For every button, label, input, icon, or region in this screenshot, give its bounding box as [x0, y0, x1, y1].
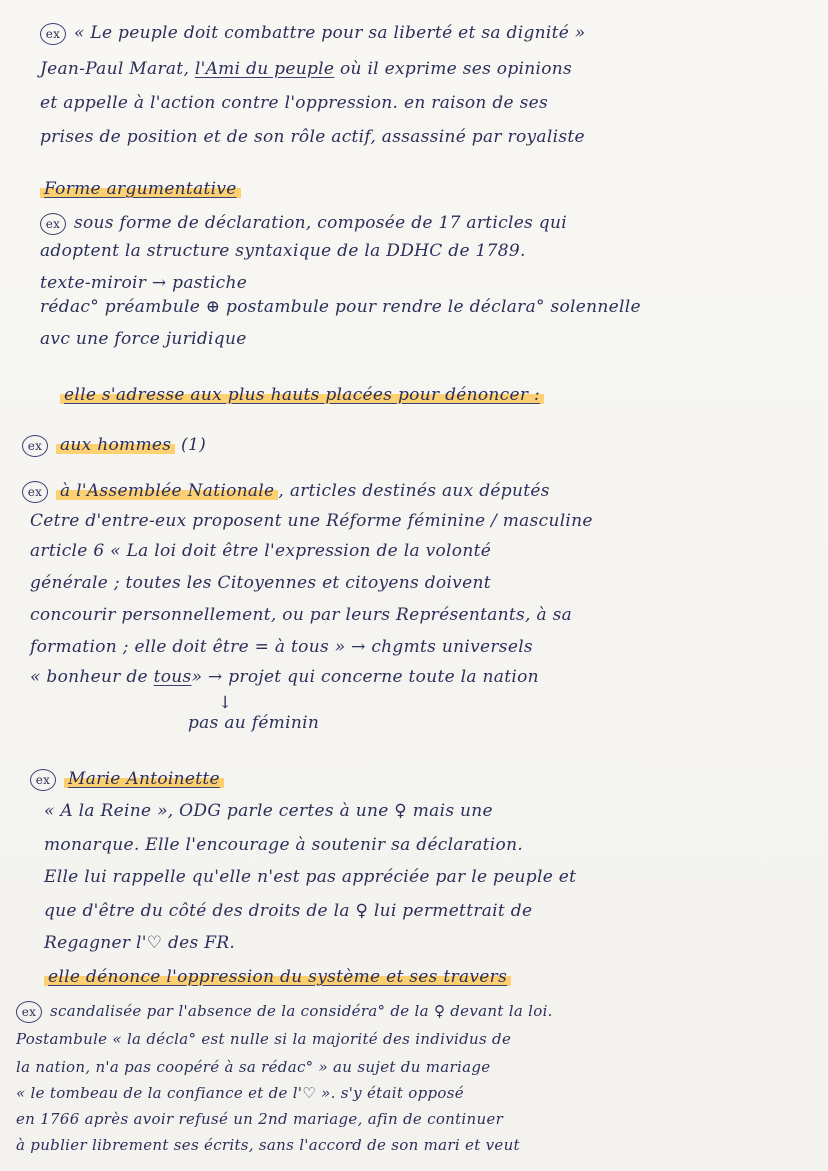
block1-line4: prises de position et de son rôle actif, assassiné par royaliste — [40, 127, 585, 147]
forme-line3: texte-miroir → pastiche — [40, 273, 248, 293]
forme-heading: Forme argumentative — [40, 178, 808, 200]
ex-marker: ex — [22, 435, 48, 457]
reine-line4: que d'être du côté des droits de la ♀ lui permettrait de — [44, 901, 533, 921]
down-arrow: ↓ — [218, 693, 233, 713]
ex-marker: ex — [40, 23, 66, 45]
reine-line2: monarque. Elle l'encourage à soutenir sa déclaration. — [44, 835, 524, 855]
ex-marker: ex — [30, 769, 56, 791]
adresse-line4: concourir personnellement, ou par leurs Représentants, à sa — [30, 605, 573, 625]
block1-line2: Jean-Paul Marat, l'Ami du peuple où il exprime ses opinions — [40, 59, 573, 79]
ex-marker: ex — [40, 213, 66, 235]
adresse-assemblee: ex à l'Assemblée Nationale , articles destinés aux députés — [22, 480, 808, 503]
systeme-line3: la nation, n'a pas coopéré à sa rédac° » au sujet du mariage — [16, 1058, 491, 1076]
adresse-line6: « bonheur de tous» → projet qui concerne toute la nation — [30, 667, 539, 687]
adresse-line2: article 6 « La loi doit être l'expression de la volonté — [30, 541, 492, 561]
systeme-line4: « le tombeau de la confiance et de l'♡ ». s'y était opposé — [16, 1084, 464, 1102]
adresse-line5: formation ; elle doit être = à tous » → chgmts universels — [30, 637, 533, 657]
reine-line3: Elle lui rappelle qu'elle n'est pas appréciée par le peuple et — [44, 867, 577, 887]
systeme-line6: à publier librement ses écrits, sans l'accord de son mari et veut — [16, 1136, 520, 1154]
systeme-line5: en 1766 après avoir refusé un 2nd mariage, afin de continuer — [16, 1110, 504, 1128]
reine-line1: « A la Reine », ODG parle certes à une ♀ mais une — [44, 801, 493, 821]
adresse-heading: elle s'adresse aux plus hauts placées pour dénoncer : — [60, 384, 808, 406]
ex-marker: ex — [22, 481, 48, 503]
forme-line4: rédac° préambule ⊕ postambule pour rendre le déclara° solennelle — [40, 297, 641, 317]
ex-marker: ex — [16, 1001, 42, 1023]
block1-line3: et appelle à l'action contre l'oppression. en raison de ses — [40, 93, 549, 113]
reine-line5: Regagner l'♡ des FR. — [44, 933, 236, 953]
adresse-line3: générale ; toutes les Citoyennes et citoyens doivent — [30, 573, 491, 593]
adresse-line8: pas au féminin — [188, 713, 320, 733]
reine-heading: ex Marie Antoinette — [30, 768, 808, 791]
systeme-line2: Postambule « la décla° est nulle si la majorité des individus de — [16, 1030, 512, 1048]
systeme-line1: ex scandalisée par l'absence de la considéra° de la ♀ devant la loi. — [16, 1000, 808, 1023]
forme-line5: avc une force juridique — [40, 329, 247, 349]
forme-line1: ex sous forme de déclaration, composée de 17 articles qui — [40, 212, 808, 235]
systeme-heading: elle dénonce l'oppression du système et ses travers — [44, 966, 808, 988]
block1-line1: ex « Le peuple doit combattre pour sa liberté et sa dignité » — [40, 22, 808, 45]
newspaper-title: l'Ami du peuple — [194, 59, 335, 79]
forme-line2: adoptent la structure syntaxique de la DDHC de 1789. — [40, 241, 526, 261]
adresse-hommes: ex aux hommes (1) — [22, 434, 808, 457]
adresse-line1: Cetre d'entre-eux proposent une Réforme féminine / masculine — [30, 511, 593, 531]
